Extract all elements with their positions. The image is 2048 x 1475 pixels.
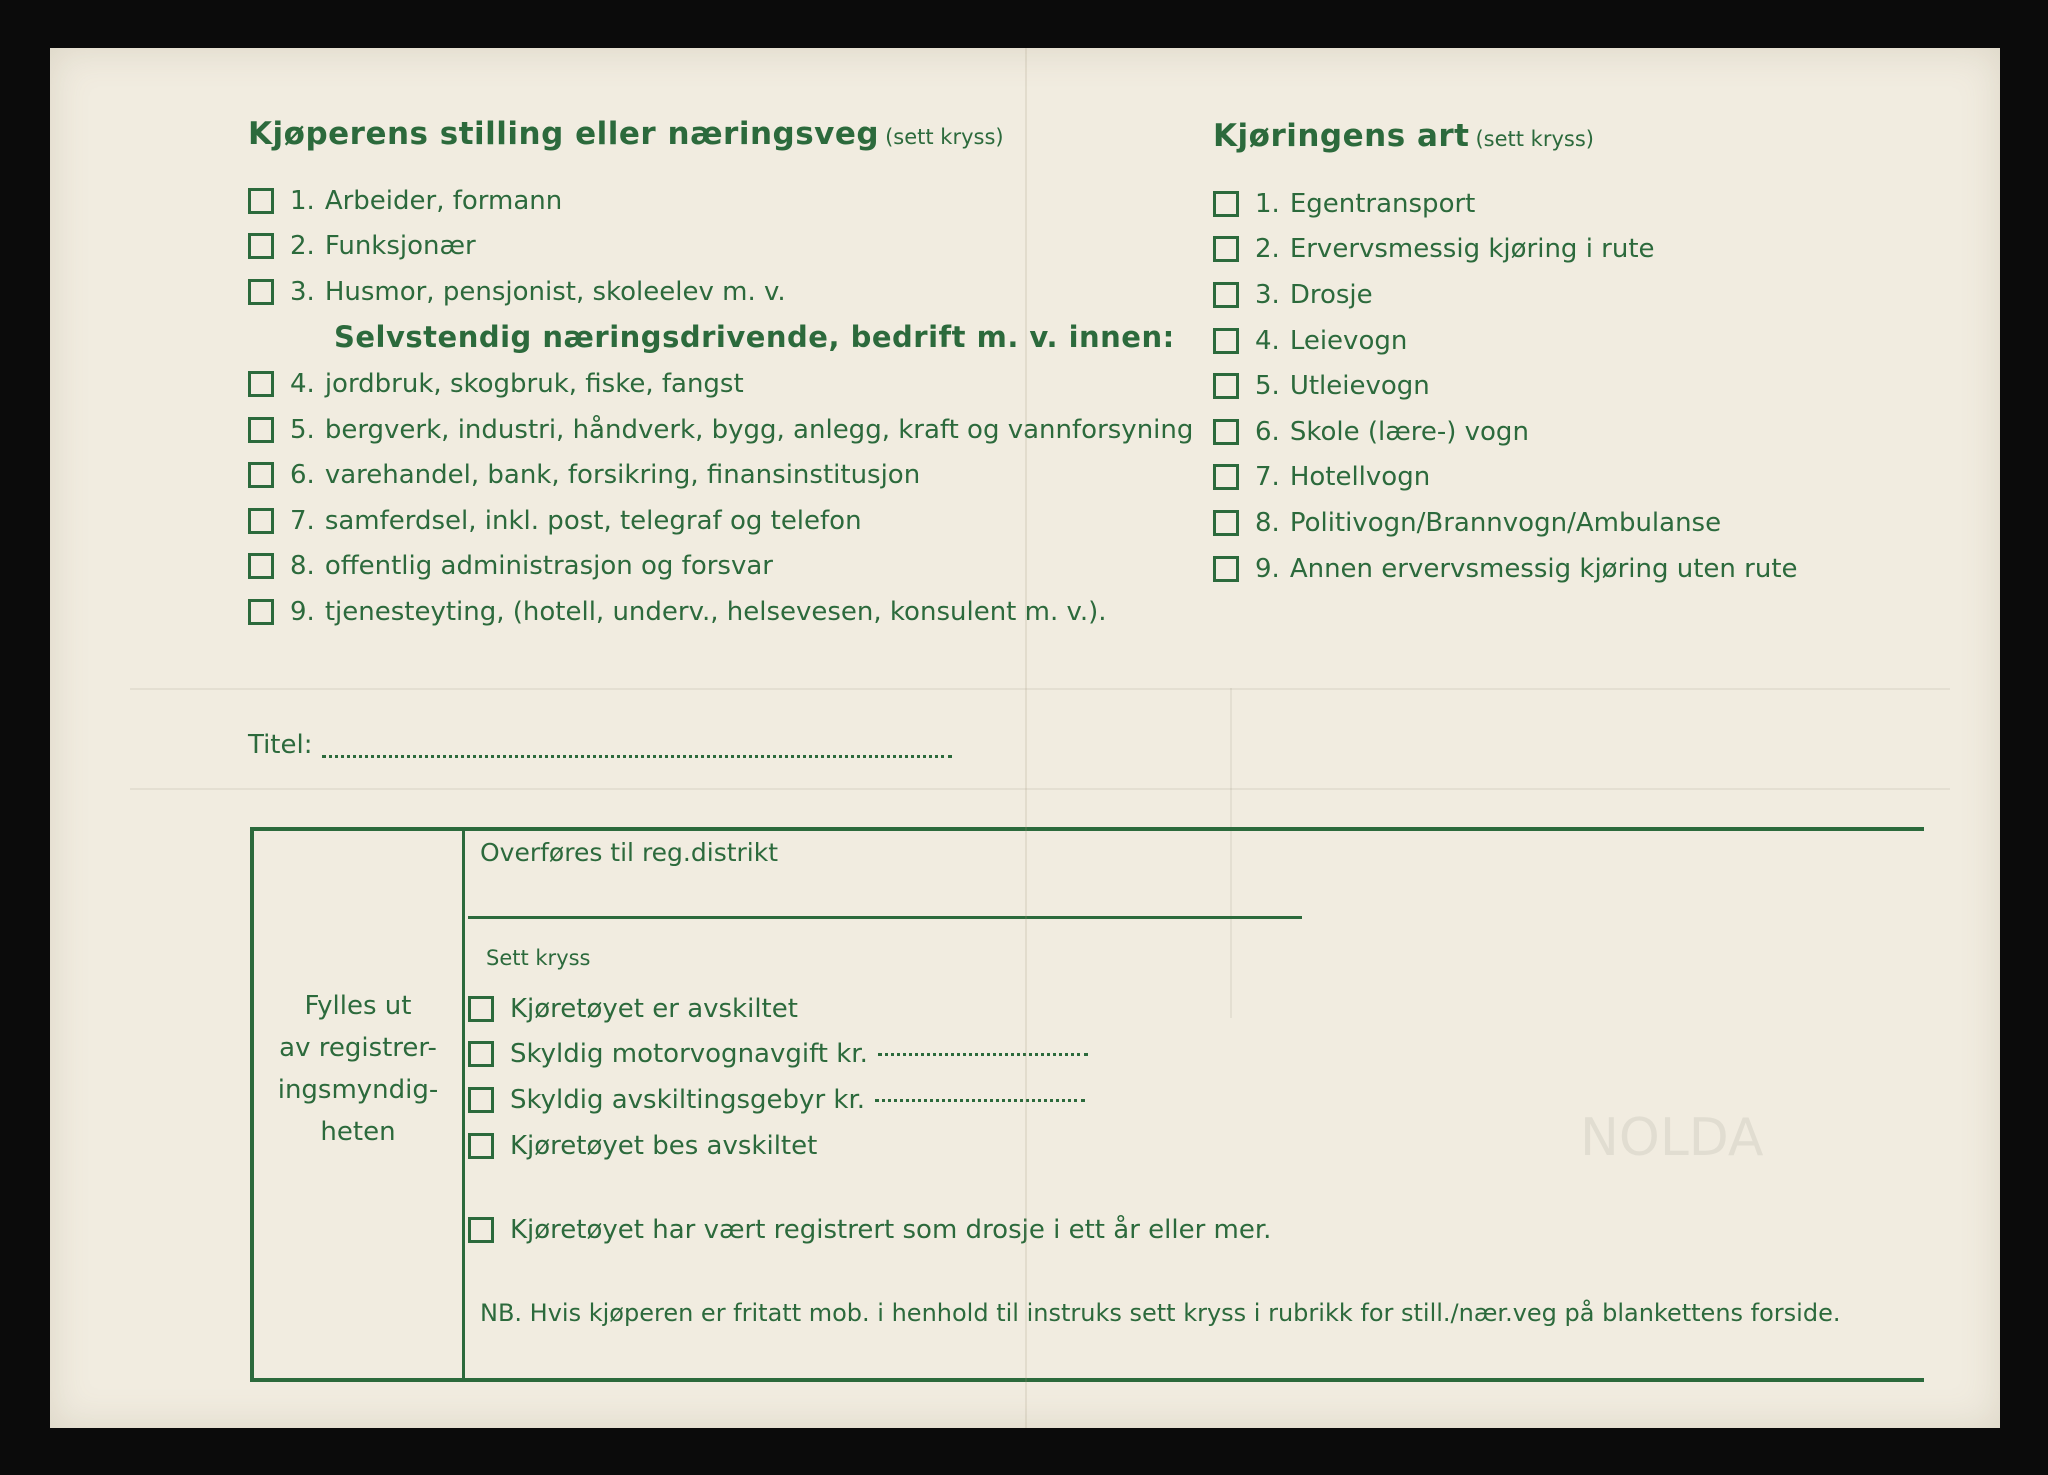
- option-label: samferdsel, inkl. post, telegraf og telefon: [324, 506, 862, 536]
- option-label: offentlig administrasjon og forsvar: [324, 551, 773, 581]
- option-label: jordbruk, skogbruk, fiske, fangst: [324, 369, 744, 399]
- option-number: 3.: [290, 277, 315, 307]
- checkbox[interactable]: [1213, 328, 1239, 354]
- option-number: 7.: [1255, 462, 1280, 492]
- option-number: 8.: [1255, 508, 1280, 538]
- occupation-option-7[interactable]: [248, 504, 862, 538]
- label-line: ingsmyndig-: [277, 1075, 439, 1105]
- checkbox[interactable]: [1213, 556, 1239, 582]
- driving-type-option-3[interactable]: [1213, 278, 1373, 312]
- occupation-option-8[interactable]: [248, 549, 773, 583]
- check-label: Kjøretøyet bes avskiltet: [510, 1131, 818, 1161]
- option-number: 1.: [1255, 189, 1280, 219]
- right-section-title-hint: (sett kryss): [1475, 127, 1594, 151]
- driving-type-option-7[interactable]: [1213, 460, 1430, 494]
- checkbox[interactable]: [468, 1041, 494, 1067]
- checkbox[interactable]: [248, 279, 274, 305]
- option-number: 1.: [290, 186, 315, 216]
- checkbox[interactable]: [1213, 236, 1239, 262]
- checkbox[interactable]: [1213, 419, 1239, 445]
- sett-kryss-label: Sett kryss: [486, 946, 591, 970]
- check-label: Skyldig motorvognavgift kr.: [510, 1039, 868, 1069]
- option-label: Egentransport: [1289, 189, 1476, 219]
- checkbox[interactable]: [468, 996, 494, 1022]
- driving-type-option-9[interactable]: [1213, 552, 1798, 586]
- occupation-option-4[interactable]: [248, 367, 744, 401]
- checkbox[interactable]: [248, 599, 274, 625]
- option-number: 9.: [290, 597, 315, 627]
- option-number: 4.: [1255, 326, 1280, 356]
- option-number: 3.: [1255, 280, 1280, 310]
- option-number: 2.: [290, 231, 315, 261]
- option-label: Utleievogn: [1289, 371, 1430, 401]
- check-label: Kjøretøyet har vært registrert som drosje i ett år eller mer.: [510, 1215, 1272, 1245]
- nb-note: NB. Hvis kjøperen er fritatt mob. i henhold til instruks sett kryss i rubrikk for still./nær.veg på blankettens forside.: [480, 1299, 1841, 1327]
- checkbox[interactable]: [248, 462, 274, 488]
- right-section-title-text: Kjøringens art: [1213, 118, 1470, 154]
- option-number: 6.: [1255, 417, 1280, 447]
- option-number: 5.: [290, 415, 315, 445]
- checkbox[interactable]: [1213, 464, 1239, 490]
- driving-type-option-5[interactable]: [1213, 369, 1430, 403]
- self-employed-subheading: Selvstendig næringsdrivende, bedrift m. v. innen:: [334, 320, 1175, 354]
- option-label: Hotellvogn: [1289, 462, 1431, 492]
- amount-input-line[interactable]: [878, 1053, 1088, 1056]
- box-left-rule: [250, 827, 254, 1382]
- form-paper: [50, 48, 2000, 1428]
- option-label: tjenesteyting, (hotell, underv., helsevesen, konsulent m. v.).: [324, 597, 1107, 627]
- transfer-district-label: Overføres til reg.distrikt: [480, 838, 779, 867]
- amount-input-line[interactable]: [875, 1099, 1085, 1102]
- checkbox[interactable]: [248, 233, 274, 259]
- bleed-through-text: NOLDA: [1580, 1108, 1764, 1168]
- left-section-title-hint: (sett kryss): [885, 125, 1004, 149]
- checkbox[interactable]: [1213, 191, 1239, 217]
- option-label: Arbeider, formann: [324, 186, 563, 216]
- option-label: Ervervsmessig kjøring i rute: [1289, 234, 1655, 264]
- driving-type-option-8[interactable]: [1213, 506, 1721, 540]
- occupation-option-1[interactable]: [248, 184, 562, 218]
- option-label: Leievogn: [1289, 326, 1408, 356]
- option-number: 8.: [290, 551, 315, 581]
- right-section-title: [1213, 118, 1594, 154]
- checkbox[interactable]: [468, 1217, 494, 1243]
- label-line: Fylles ut: [304, 991, 412, 1021]
- titel-input-line[interactable]: [322, 755, 952, 758]
- driving-type-option-2[interactable]: [1213, 232, 1655, 266]
- option-label: varehandel, bank, forsikring, finansinstitusjon: [324, 460, 921, 490]
- reg-check-bes-avskiltet[interactable]: [468, 1129, 817, 1163]
- option-label: bergverk, industri, håndverk, bygg, anlegg, kraft og vannforsyning: [324, 415, 1194, 445]
- option-number: 5.: [1255, 371, 1280, 401]
- option-number: 9.: [1255, 554, 1280, 584]
- registration-authority-label: [258, 985, 458, 1153]
- reg-check-motorvognavgift[interactable]: [468, 1037, 1088, 1071]
- titel-label: Titel:: [248, 730, 313, 760]
- occupation-option-3[interactable]: [248, 275, 786, 309]
- checkbox[interactable]: [1213, 510, 1239, 536]
- check-label: Skyldig avskiltingsgebyr kr.: [510, 1085, 866, 1115]
- option-label: Annen ervervsmessig kjøring uten rute: [1289, 554, 1798, 584]
- occupation-option-9[interactable]: [248, 595, 1107, 629]
- check-label: Kjøretøyet er avskiltet: [510, 994, 798, 1024]
- box-bottom-rule: [250, 1378, 1924, 1382]
- occupation-option-6[interactable]: [248, 458, 920, 492]
- option-number: 2.: [1255, 234, 1280, 264]
- checkbox[interactable]: [1213, 373, 1239, 399]
- option-number: 4.: [290, 369, 315, 399]
- checkbox[interactable]: [248, 508, 274, 534]
- label-line: heten: [320, 1117, 396, 1147]
- option-label: Funksjonær: [324, 231, 476, 261]
- box-top-rule: [250, 827, 1924, 831]
- label-line: av registrer-: [279, 1033, 437, 1063]
- option-number: 6.: [290, 460, 315, 490]
- option-label: Politivogn/Brannvogn/Ambulanse: [1289, 508, 1722, 538]
- checkbox[interactable]: [468, 1133, 494, 1159]
- checkbox[interactable]: [468, 1087, 494, 1113]
- option-label: Drosje: [1289, 280, 1373, 310]
- driving-type-option-4[interactable]: [1213, 324, 1407, 358]
- left-section-title: [248, 116, 1004, 152]
- bleed-through-line: [130, 788, 1950, 790]
- box-divider-rule: [462, 827, 465, 1382]
- bleed-through-line: [130, 688, 1950, 690]
- left-section-title-text: Kjøperens stilling eller næringsveg: [248, 116, 880, 152]
- reg-check-avskiltet[interactable]: [468, 992, 798, 1026]
- checkbox[interactable]: [248, 553, 274, 579]
- driving-type-option-6[interactable]: [1213, 415, 1529, 449]
- occupation-option-2[interactable]: [248, 229, 476, 263]
- checkbox[interactable]: [248, 371, 274, 397]
- checkbox[interactable]: [248, 417, 274, 443]
- bleed-through-line: [1230, 688, 1232, 1018]
- option-label: Skole (lære-) vogn: [1289, 417, 1529, 447]
- reg-check-drosje[interactable]: [468, 1213, 1271, 1247]
- option-number: 7.: [290, 506, 315, 536]
- option-label: Husmor, pensjonist, skoleelev m. v.: [324, 277, 786, 307]
- reg-check-avskiltingsgebyr[interactable]: [468, 1083, 1085, 1117]
- driving-type-option-1[interactable]: [1213, 187, 1475, 221]
- occupation-option-5[interactable]: [248, 413, 1193, 447]
- transfer-underline[interactable]: [468, 916, 1302, 919]
- checkbox[interactable]: [248, 188, 274, 214]
- checkbox[interactable]: [1213, 282, 1239, 308]
